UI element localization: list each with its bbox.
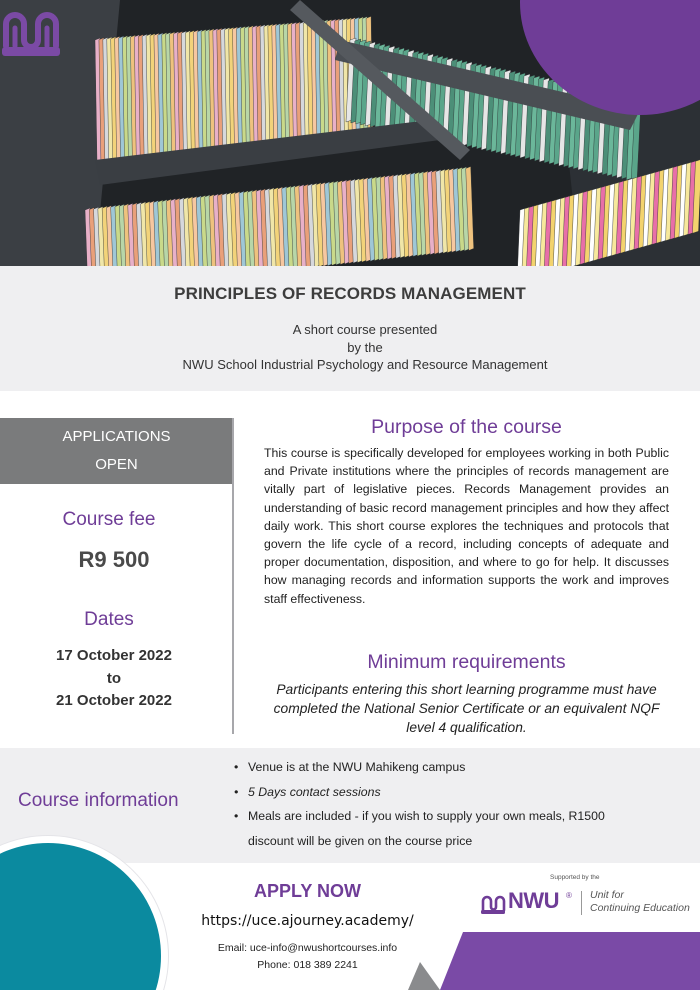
nwu-brand: NWU	[508, 888, 560, 913]
nwu-logo-icon	[0, 0, 62, 62]
unit-line: Continuing Education	[590, 902, 690, 914]
course-info-list	[232, 755, 682, 853]
bullet-icon: •	[234, 760, 239, 774]
subtitle-line: A short course presented	[292, 322, 438, 337]
date-to: to	[106, 670, 122, 687]
contact-email[interactable]: Email: uce-info@nwushortcourses.info	[217, 942, 398, 954]
list-item-text: Meals are included - if you wish to supply your own meals, R1500	[248, 809, 605, 823]
course-info-label: Course information	[18, 790, 179, 811]
bullet-icon: •	[234, 784, 239, 799]
hero-photo	[0, 0, 700, 266]
applications-open-badge	[0, 418, 233, 484]
subtitle	[0, 321, 700, 374]
date-start: 17 October 2022	[56, 647, 172, 664]
requirements-heading: Minimum requirements	[367, 651, 566, 673]
apply-url-link[interactable]: https://uce.ajourney.academy/	[201, 913, 414, 929]
requirements-text: Participants entering this short learning programme must have completed the National Senior Certificate or an equivalent NQF level 4 qualification.	[273, 682, 660, 735]
column-divider	[232, 418, 234, 734]
course-fee-label: Course fee	[62, 509, 156, 530]
nwu-logo-icon	[480, 891, 506, 915]
dates-label: Dates	[84, 609, 134, 630]
list-item	[232, 804, 682, 829]
unit-line: Unit for	[590, 889, 624, 901]
subtitle-line: NWU School Industrial Psychology and Resource Management	[182, 357, 548, 372]
list-item-text: Venue is at the NWU Mahikeng campus	[248, 760, 466, 774]
registered-mark: ®	[566, 891, 572, 900]
unit-name	[590, 889, 690, 915]
purpose-text: This course is specifically developed for employees working in both Public and Private institutions where the principles of records management are vitally part of legislative pieces. Records Management provides an understanding of basic record management principles and how they affect daily work. This short course explores the techniques and protocols that govern the life cycle of a record, including concepts of adequate and proper documentation, disposition, and where to go for help. It discusses how managing records and information supports the work and improves staff effectiveness.	[264, 446, 669, 606]
applications-line: APPLICATIONS	[62, 428, 171, 445]
purpose-heading: Purpose of the course	[371, 416, 562, 438]
course-fee-value: R9 500	[78, 547, 150, 572]
bullet-icon: •	[234, 809, 239, 823]
contact-phone: Phone: 018 389 2241	[257, 959, 358, 971]
sponsor-divider	[581, 891, 582, 915]
list-item	[232, 780, 682, 805]
list-item-continuation	[232, 829, 682, 854]
title-band	[0, 266, 700, 391]
list-item	[232, 755, 682, 780]
supported-by-text: Supported by the	[550, 874, 600, 881]
subtitle-line: by the	[347, 339, 383, 355]
open-line: OPEN	[95, 456, 138, 473]
date-end: 21 October 2022	[56, 692, 172, 709]
list-item-text: discount will be given on the course price	[248, 833, 473, 848]
list-item-text: 5 Days contact sessions	[248, 784, 381, 799]
page-title: PRINCIPLES OF RECORDS MANAGEMENT	[174, 284, 526, 303]
apply-now-heading: APPLY NOW	[253, 881, 362, 901]
